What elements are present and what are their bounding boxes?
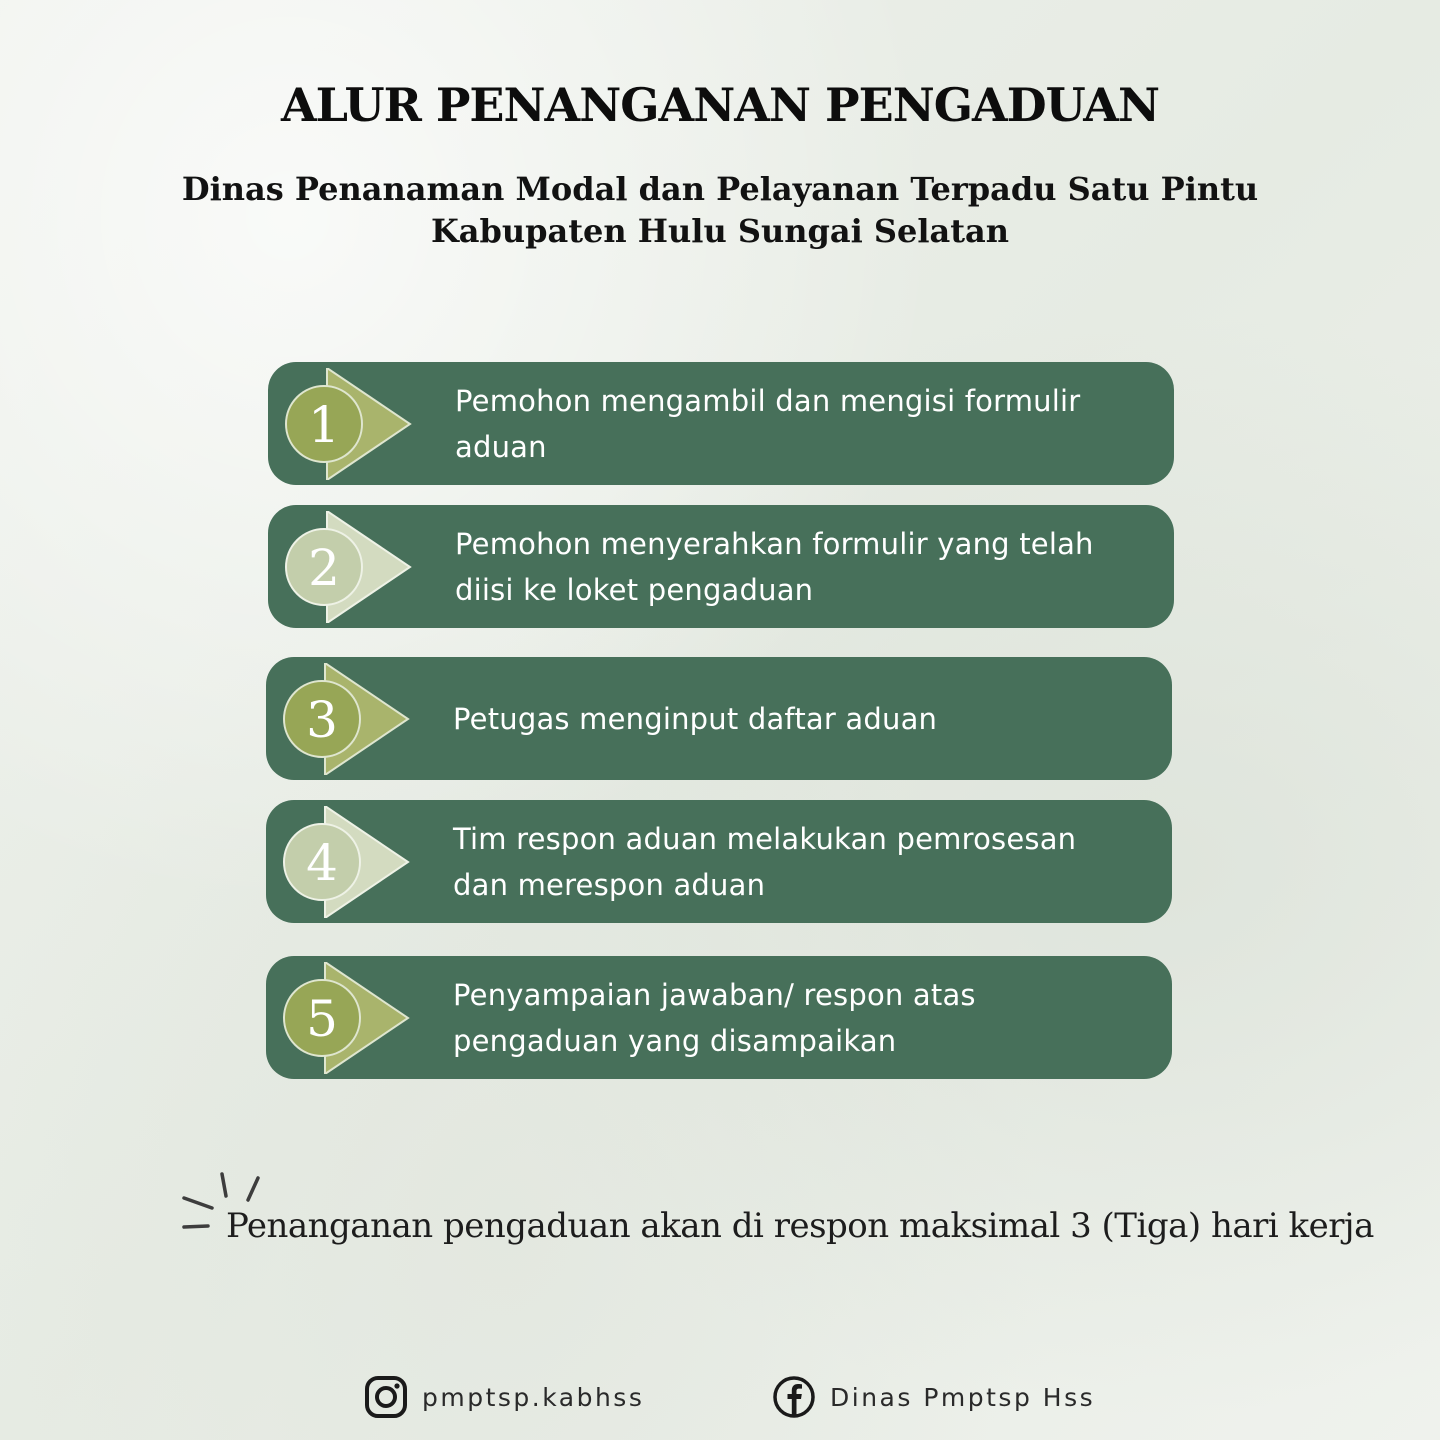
step-5-text: Penyampaian jawaban/ respon atas pengaduan yang disampaikan — [453, 977, 976, 1058]
step-2-number: 2 — [308, 539, 340, 597]
facebook-icon — [772, 1375, 816, 1419]
step-2-marker — [282, 511, 422, 623]
step-1 — [268, 362, 1174, 485]
step-1-marker — [282, 368, 422, 480]
step-2 — [268, 505, 1174, 628]
step-5 — [266, 956, 1172, 1079]
facebook-page[interactable] — [772, 1374, 1095, 1420]
step-1-number: 1 — [308, 396, 340, 454]
step-1-text: Pemohon mengambil dan mengisi formulir aduan — [455, 383, 1081, 464]
subtitle-line-1: Dinas Penanaman Modal dan Pelayanan Terpadu Satu Pintu — [181, 170, 1259, 208]
step-3 — [266, 657, 1172, 780]
step-5-number: 5 — [306, 990, 338, 1048]
response-time-note: Penanganan pengaduan akan di respon maksimal 3 (Tiga) hari kerja — [226, 1206, 1374, 1246]
step-5-marker — [280, 962, 420, 1074]
step-3-text: Petugas menginput daftar aduan — [453, 701, 938, 736]
instagram-handle[interactable] — [364, 1374, 644, 1420]
page-subtitle — [0, 168, 1440, 252]
step-4-text: Tim respon aduan melakukan pemrosesan dan merespon aduan — [453, 821, 1077, 902]
step-4-marker — [280, 806, 420, 918]
step-3-marker — [280, 663, 420, 775]
instagram-text: pmptsp.kabhss — [422, 1382, 645, 1412]
instagram-icon — [364, 1375, 408, 1419]
step-2-text: Pemohon menyerahkan formulir yang telah diisi ke loket pengaduan — [455, 526, 1094, 607]
step-3-number: 3 — [306, 691, 338, 749]
page-title: ALUR PENANGANAN PENGADUAN — [280, 78, 1160, 132]
step-4 — [266, 800, 1172, 923]
subtitle-line-2: Kabupaten Hulu Sungai Selatan — [430, 212, 1010, 250]
facebook-text: Dinas Pmptsp Hss — [830, 1382, 1096, 1412]
step-4-number: 4 — [306, 834, 338, 892]
